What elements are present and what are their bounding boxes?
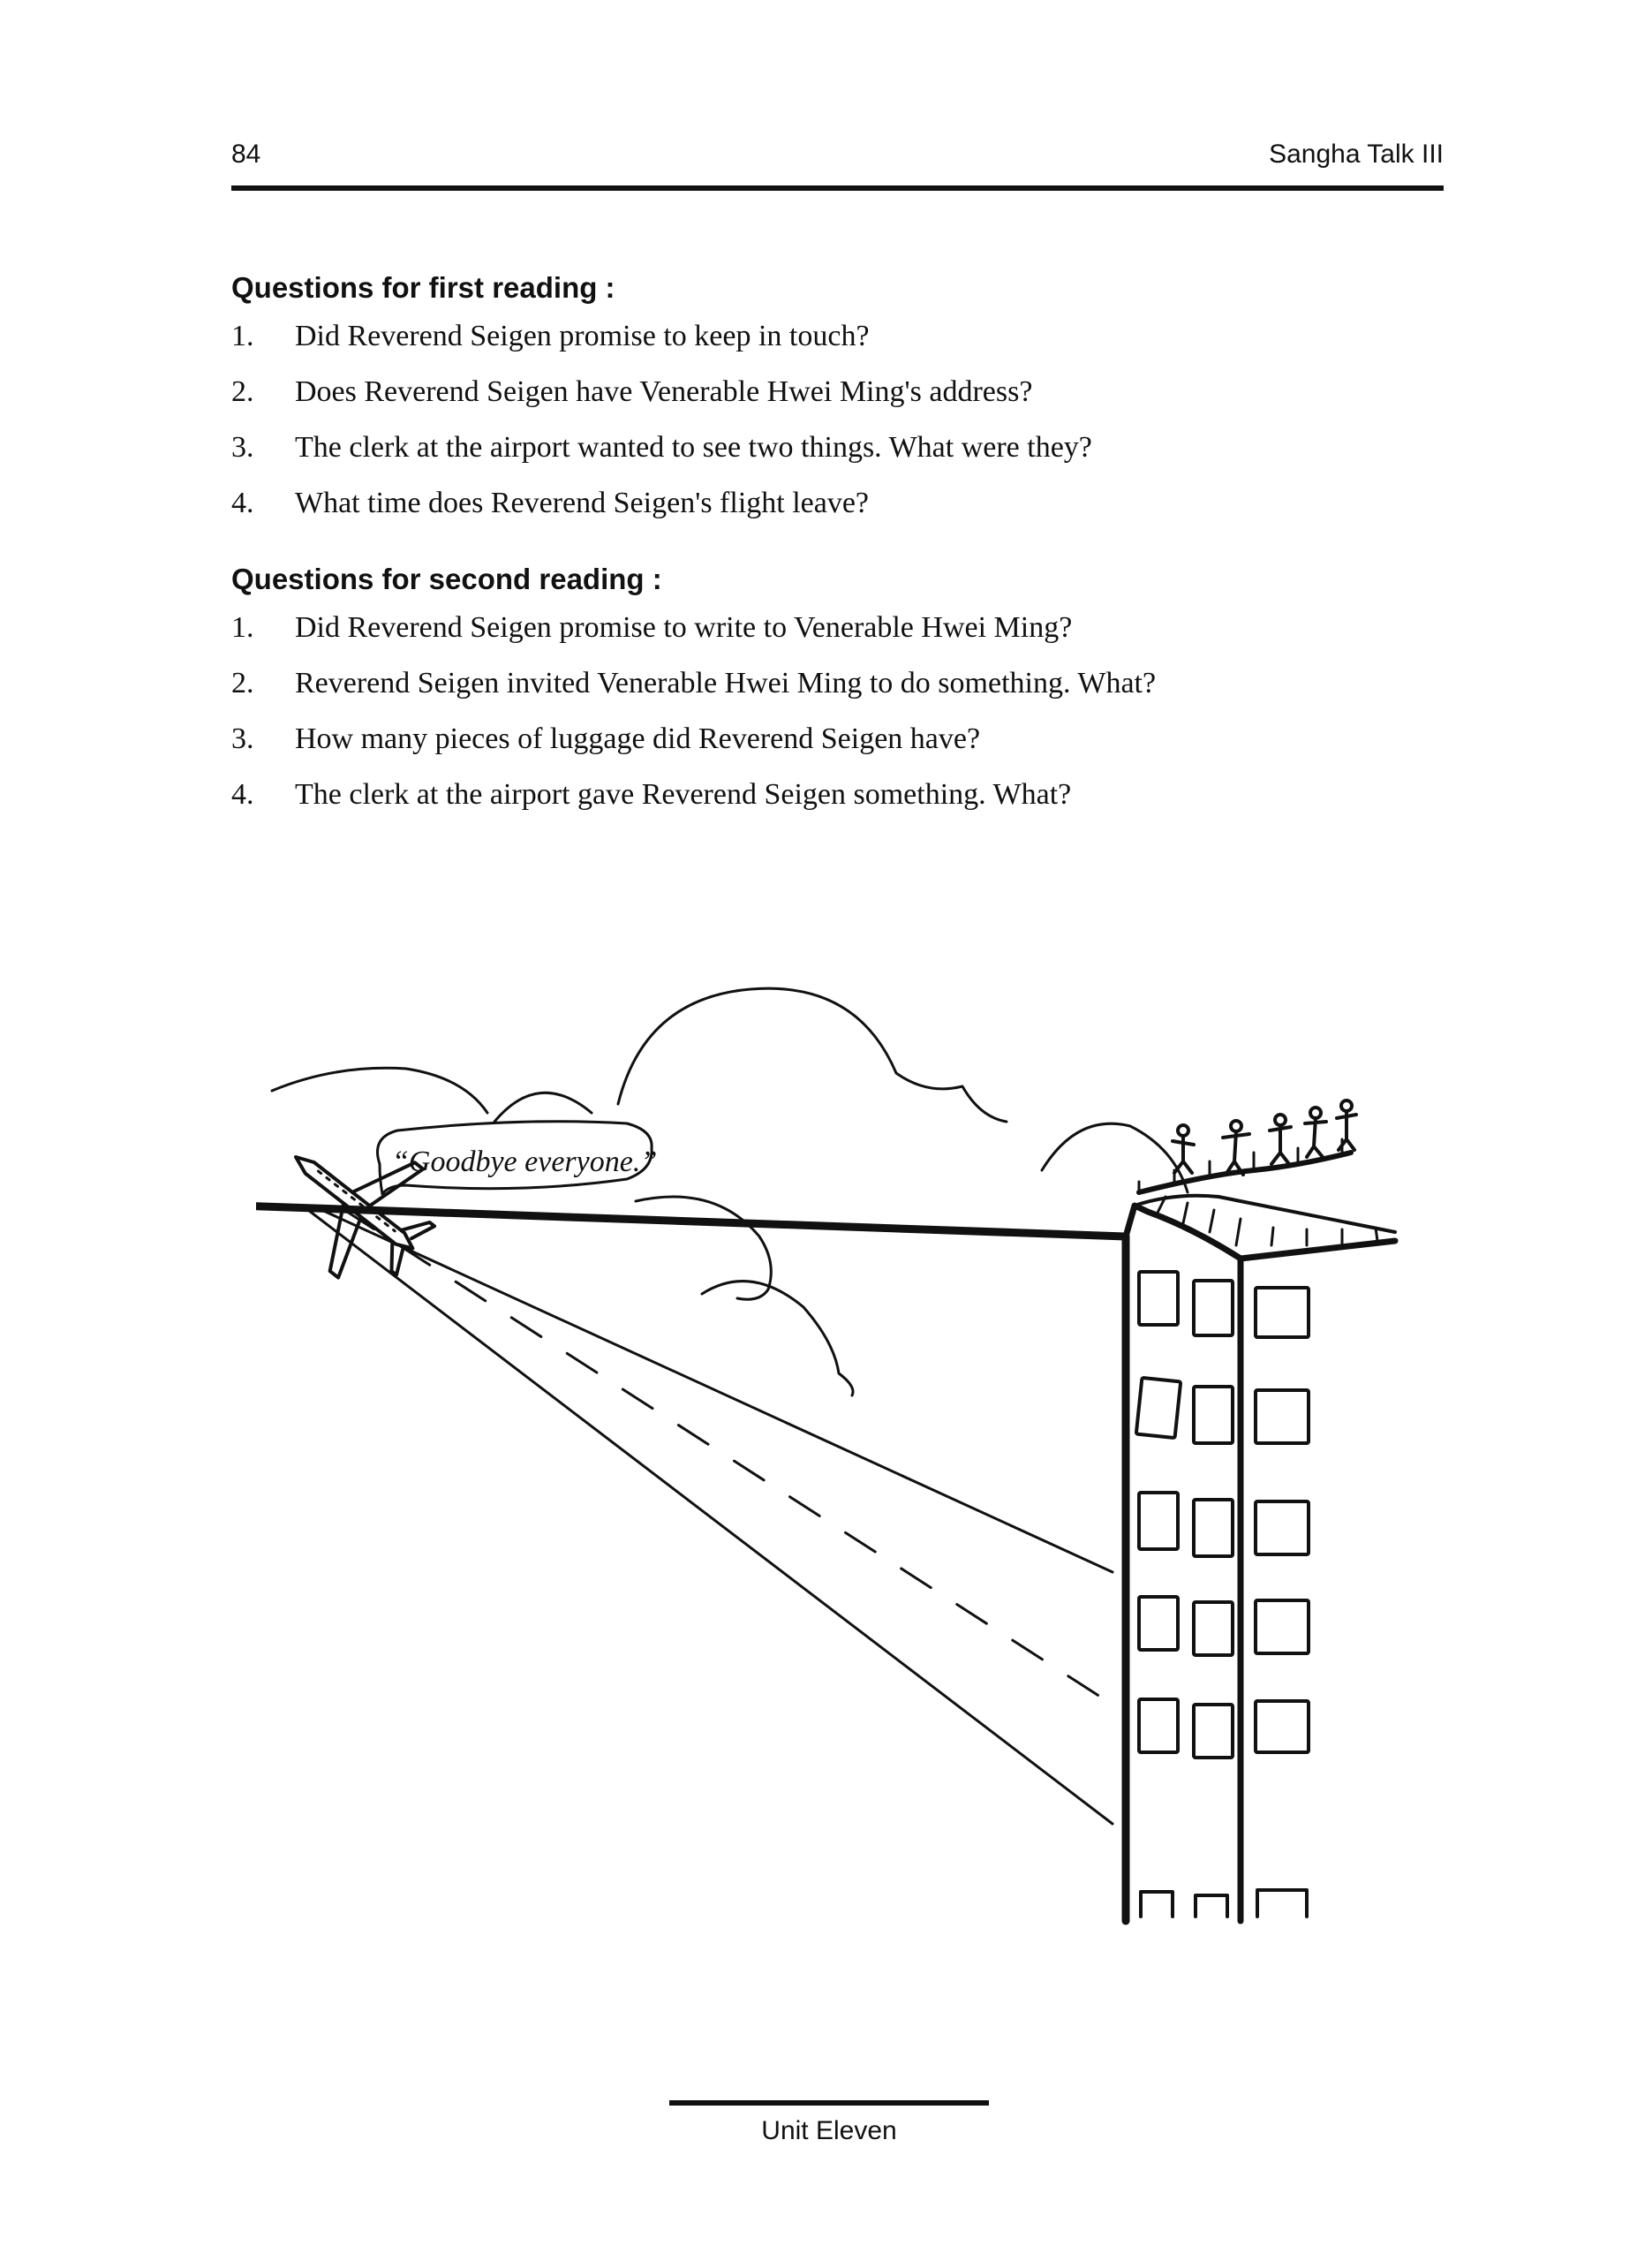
question-item (231, 711, 1444, 767)
question-text: How many pieces of luggage did Reverend Seigen have? (295, 722, 981, 755)
question-text: Did Reverend Seigen promise to write to Venerable Hwei Ming? (295, 611, 1073, 644)
question-item (231, 364, 1444, 420)
runway (256, 1206, 1126, 1824)
running-title: Sangha Talk III (1269, 140, 1444, 169)
cloud-outlines (272, 988, 1188, 1395)
second-reading-section (231, 559, 1444, 822)
question-item (231, 600, 1444, 655)
footer-rule (669, 2100, 989, 2106)
question-number: 3. (231, 431, 254, 464)
airport-illustration (256, 972, 1413, 1934)
first-reading-heading: Questions for first reading : (231, 271, 615, 304)
question-item (231, 655, 1444, 711)
question-number: 1. (231, 611, 254, 644)
second-reading-heading: Questions for second reading : (231, 563, 662, 595)
speech-bubble-text: “Goodbye everyone.” (392, 1146, 658, 1178)
question-item (231, 420, 1444, 475)
footer-unit: Unit Eleven (761, 2116, 897, 2145)
question-text: Does Reverend Seigen have Venerable Hwei Ming's address? (295, 375, 1033, 408)
people-waving (1173, 1100, 1356, 1175)
question-number: 1. (231, 320, 254, 352)
question-text: Reverend Seigen invited Venerable Hwei Ming to do something. What? (295, 667, 1157, 699)
page-header (231, 140, 1444, 191)
question-text: Did Reverend Seigen promise to keep in touch? (295, 320, 870, 352)
question-text: The clerk at the airport wanted to see two things. What were they? (295, 431, 1092, 464)
first-reading-section (231, 268, 1444, 531)
question-item (231, 767, 1444, 822)
question-number: 4. (231, 487, 254, 519)
question-number: 2. (231, 375, 254, 408)
page-number: 84 (231, 140, 261, 169)
windows (1136, 1272, 1309, 1917)
question-number: 4. (231, 778, 254, 811)
question-text: The clerk at the airport gave Reverend Seigen something. What? (295, 778, 1072, 811)
question-text: What time does Reverend Seigen's flight leave? (295, 487, 870, 519)
question-number: 2. (231, 667, 254, 699)
question-number: 3. (231, 722, 254, 755)
building (1126, 1100, 1395, 1921)
question-item (231, 308, 1444, 364)
question-item (231, 475, 1444, 531)
